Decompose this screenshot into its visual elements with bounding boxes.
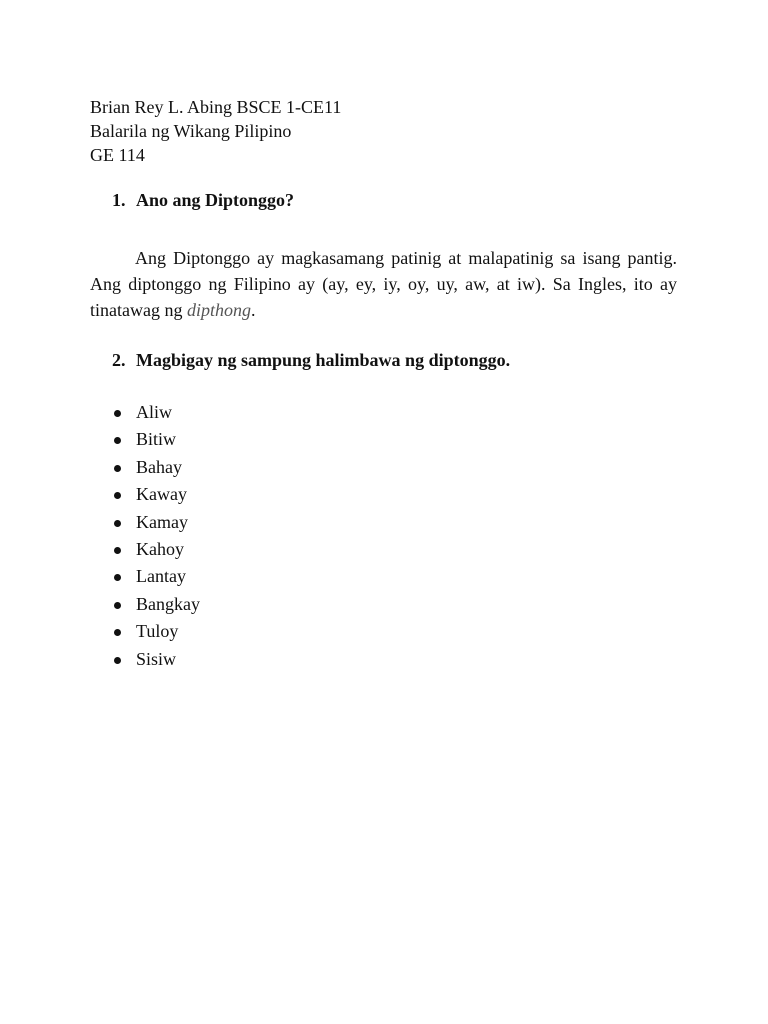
list-item bbox=[112, 564, 200, 591]
list-item-text: Kahoy bbox=[136, 538, 184, 559]
question-2-heading bbox=[112, 350, 510, 371]
question-1-text: Ano ang Diptonggo? bbox=[136, 190, 295, 210]
course-title-line: Balarila ng Wikang Pilipino bbox=[90, 121, 292, 141]
list-item bbox=[112, 592, 200, 619]
list-item bbox=[112, 619, 200, 646]
author-line: Brian Rey L. Abing BSCE 1-CE11 bbox=[90, 97, 342, 117]
question-2-text: Magbigay ng sampung halimbawa ng diptonggo. bbox=[136, 350, 511, 370]
list-item bbox=[112, 510, 200, 537]
list-item-text: Kamay bbox=[136, 511, 188, 532]
bullet-icon bbox=[114, 437, 121, 444]
bullet-icon bbox=[114, 657, 121, 664]
list-item-text: Bahay bbox=[136, 456, 182, 477]
bullet-icon bbox=[114, 602, 121, 609]
list-item bbox=[112, 427, 200, 454]
examples-list bbox=[112, 400, 200, 674]
list-item bbox=[112, 482, 200, 509]
bullet-icon bbox=[114, 410, 121, 417]
bullet-icon bbox=[114, 629, 121, 636]
answer-italic-term: dipthong bbox=[186, 300, 251, 320]
bullet-icon bbox=[114, 547, 121, 554]
list-item-text: Bitiw bbox=[136, 429, 177, 450]
list-item-text: Tuloy bbox=[136, 621, 179, 642]
answer-end-punctuation: . bbox=[251, 300, 256, 320]
bullet-icon bbox=[114, 465, 121, 472]
question-1-number: 1. bbox=[112, 190, 126, 210]
list-item-text: Bangkay bbox=[136, 593, 200, 614]
list-item bbox=[112, 647, 200, 674]
list-item bbox=[112, 455, 200, 482]
document-header bbox=[90, 95, 341, 167]
question-2-number: 2. bbox=[112, 350, 126, 370]
list-item bbox=[112, 537, 200, 564]
bullet-icon bbox=[114, 492, 121, 499]
list-item-text: Sisiw bbox=[136, 648, 177, 669]
course-code-line: GE 114 bbox=[90, 145, 145, 165]
list-item-text: Kaway bbox=[136, 484, 187, 505]
bullet-icon bbox=[114, 574, 121, 581]
answer-main-text: Ang Diptonggo ay magkasamang patinig at malapatinig sa isang pantig. Ang diptonggo ng Filipino ay (ay, ey, iy, oy, uy, aw, at iw). Sa Ingles, ito ay tinatawag ng bbox=[90, 248, 677, 320]
question-1-answer bbox=[90, 245, 677, 323]
bullet-icon bbox=[114, 520, 121, 527]
list-item-text: Aliw bbox=[136, 402, 172, 422]
list-item bbox=[112, 400, 200, 427]
question-1-heading bbox=[112, 190, 294, 211]
list-item-text: Lantay bbox=[136, 566, 186, 587]
